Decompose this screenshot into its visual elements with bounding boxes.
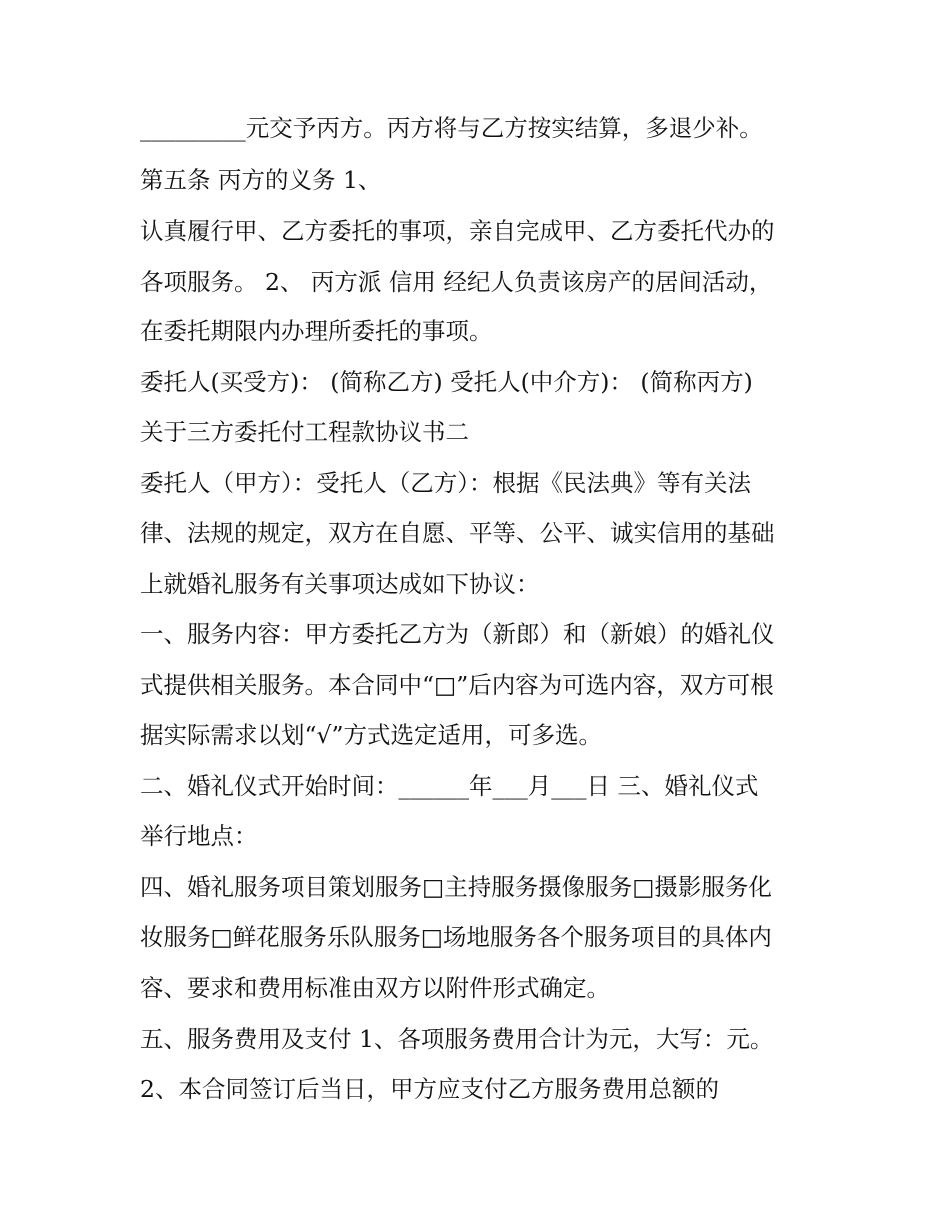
text-line: 律、法规的规定，双方在自愿、平等、公平、诚实信用的基础 — [140, 519, 775, 547]
text-line: 在委托期限内办理所委托的事项。 — [140, 317, 493, 345]
text-line: 一、服务内容：甲方委托乙方为（新郎）和（新娘）的婚礼仪 — [140, 620, 775, 648]
text-line: _________元交予丙方。丙方将与乙方按实结算，多退少补。 — [140, 114, 763, 142]
text-line: 委托人（甲方）：受托人（乙方）：根据《民法典》等有关法 — [140, 469, 751, 497]
text-line: 各项服务。 2、 丙方派 信用 经纪人负责该房产的居间活动， — [140, 268, 773, 296]
text-line: 委托人(买受方)： (简称乙方) 受托人(中介方)： (简称丙方) — [140, 368, 753, 396]
text-line: 妆服务□鲜花服务乐队服务□场地服务各个服务项目的具体内 — [140, 923, 772, 951]
section-heading: 关于三方委托付工程款协议书二 — [140, 418, 469, 446]
text-line: 认真履行甲、乙方委托的事项，亲自完成甲、乙方委托代办的 — [140, 217, 775, 245]
text-line: 据实际需求以划“√”方式选定适用，可多选。 — [140, 721, 603, 749]
text-line: 举行地点： — [140, 822, 258, 850]
text-line: 二、婚礼仪式开始时间：______年___月___日 三、婚礼仪式 — [140, 772, 759, 800]
text-line: 2、本合同签订后当日，甲方应支付乙方服务费用总额的 — [140, 1075, 719, 1103]
text-line: 四、婚礼服务项目策划服务□主持服务摄像服务□摄影服务化 — [140, 873, 772, 901]
text-line: 容、要求和费用标准由双方以附件形式确定。 — [140, 974, 610, 1002]
text-line: 上就婚礼服务有关事项达成如下协议： — [140, 570, 540, 598]
text-line: 式提供相关服务。本合同中“□”后内容为可选内容，双方可根 — [140, 671, 774, 699]
text-line: 五、服务费用及支付 1、各项服务费用合计为元，大写：元。 — [140, 1025, 774, 1053]
text-line: 第五条 丙方的义务 1、 — [140, 166, 382, 194]
